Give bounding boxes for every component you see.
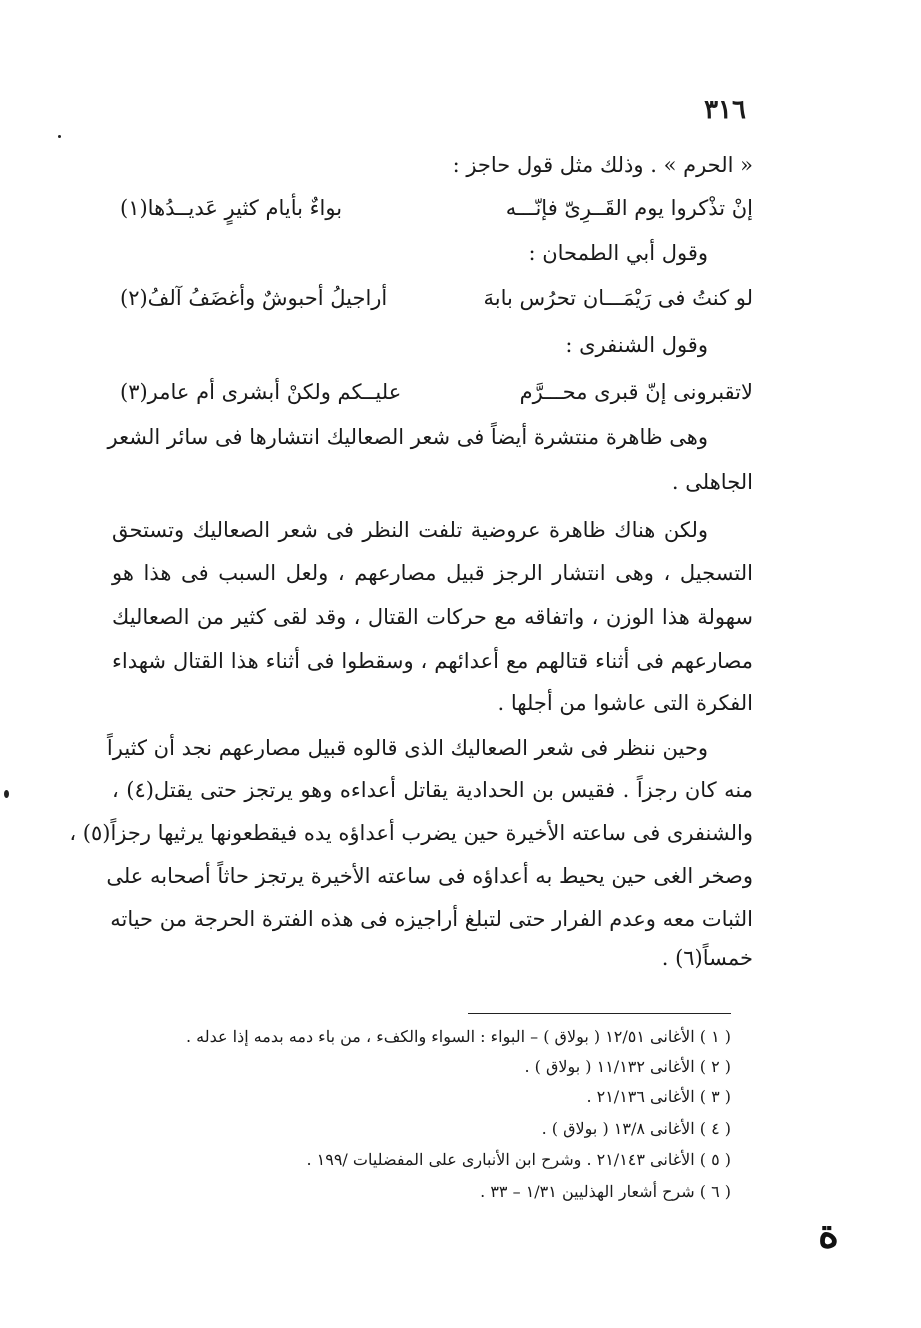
text-line-14: وصخر الغى حين يحيط به أعداؤه فى ساعته الأخيرة يرتجز حاثاً أصحابه على [106, 864, 753, 888]
verse-3 [120, 377, 753, 407]
scan-speck [58, 135, 61, 138]
footnote-6: ( ٦ ) شرح أشعار الهذليين ١/٣١ – ٣٣ . [480, 1182, 731, 1201]
text-line-10: الفكرة التى عاشوا من أجلها . [497, 691, 753, 715]
footnote-divider [468, 1013, 731, 1014]
verse-3-second-hemistich: عليــكم ولكنْ أبشرى أم عامر(٣) [120, 380, 402, 404]
text-line-7: التسجيل ، وهى انتشار الرجز قبيل مصارعهم ، ولعل السبب فى هذا هو [112, 561, 753, 585]
text-line-12: منه كان رجزاً . فقيس بن الحدادية يقاتل أعداءه وهو يرتجز حتى يقتل(٤) ، [112, 778, 753, 802]
verse-2-second-hemistich: أراجيلُ أحبوشٌ وأغضَفُ آلفُ(٢) [120, 286, 388, 310]
footnote-3: ( ٣ ) الأغانى ٢١/١٣٦ . [586, 1087, 731, 1106]
page-number: ٣١٦ [704, 95, 746, 125]
verse-2 [120, 283, 753, 313]
footnote-4: ( ٤ ) الأغانى ١٣/٨ ( بولاق ) . [541, 1119, 731, 1138]
verse-2-first-hemistich: لو كنتُ فى رَيْمَـــان تحرُس بابهَ [483, 286, 753, 310]
text-line-9: مصارعهم فى أثناء قتالهم مع أعدائهم ، وسقطوا فى أثناء هذا القتال شهداء [112, 649, 753, 673]
footnote-5: ( ٥ ) الأغانى ٢١/١٤٣ . وشرح ابن الأنبارى على المفضليات /١٩٩ . [306, 1150, 731, 1169]
text-line-5: الجاهلى . [671, 470, 753, 494]
text-line-6: ولكن هناك ظاهرة عروضية تلفت النظر فى شعر الصعاليك وتستحق [112, 518, 708, 542]
text-line-4: وهى ظاهرة منتشرة أيضاً فى شعر الصعاليك انتشارها فى سائر الشعر [107, 425, 708, 449]
text-line-8: سهولة هذا الوزن ، واتفاقه مع حركات القتال ، وقد لقى كثير من الصعاليك [112, 605, 753, 629]
text-line-11: وحين ننظر فى شعر الصعاليك الذى قالوه قبيل مصارعهم نجد أن كثيراً [106, 736, 708, 760]
verse-3-first-hemistich: لاتقبرونى إنّ قبرى محـــرَّم [519, 380, 753, 404]
margin-mark-icon: ة [818, 1210, 839, 1257]
verse-1 [120, 193, 753, 223]
scan-speck-edge [4, 790, 9, 798]
footnote-1: ( ١ ) الأغانى ١٢/٥١ ( بولاق ) – البواء : السواء والكفء ، من باء دمه بدمه إذا عدله . [185, 1027, 731, 1046]
footnote-2: ( ٢ ) الأغانى ١١/١٣٢ ( بولاق ) . [524, 1057, 731, 1076]
text-line-3: وقول الشنفرى : [565, 333, 708, 357]
verse-1-second-hemistich: بواءٌ بأيام كثيرٍ عَديــدُها(١) [120, 196, 343, 220]
text-line-15: الثبات معه وعدم الفرار حتى لتبلغ أراجيزه فى هذه الفترة الحرجة من حياته [110, 907, 753, 931]
text-line-2: وقول أبي الطمحان : [528, 241, 708, 265]
verse-1-first-hemistich: إنْ تذْكروا يوم القَــرِىّ فإنّـــه [505, 196, 753, 220]
text-line-16: خمساً(٦) . [661, 946, 753, 970]
text-line-13: والشنفرى فى ساعته الأخيرة حين يضرب أعداؤه يده فيقطعونها يرثيها رجزاً(٥) ، [69, 821, 753, 845]
text-line-1: « الحرم » . وذلك مثل قول حاجز : [452, 153, 753, 177]
